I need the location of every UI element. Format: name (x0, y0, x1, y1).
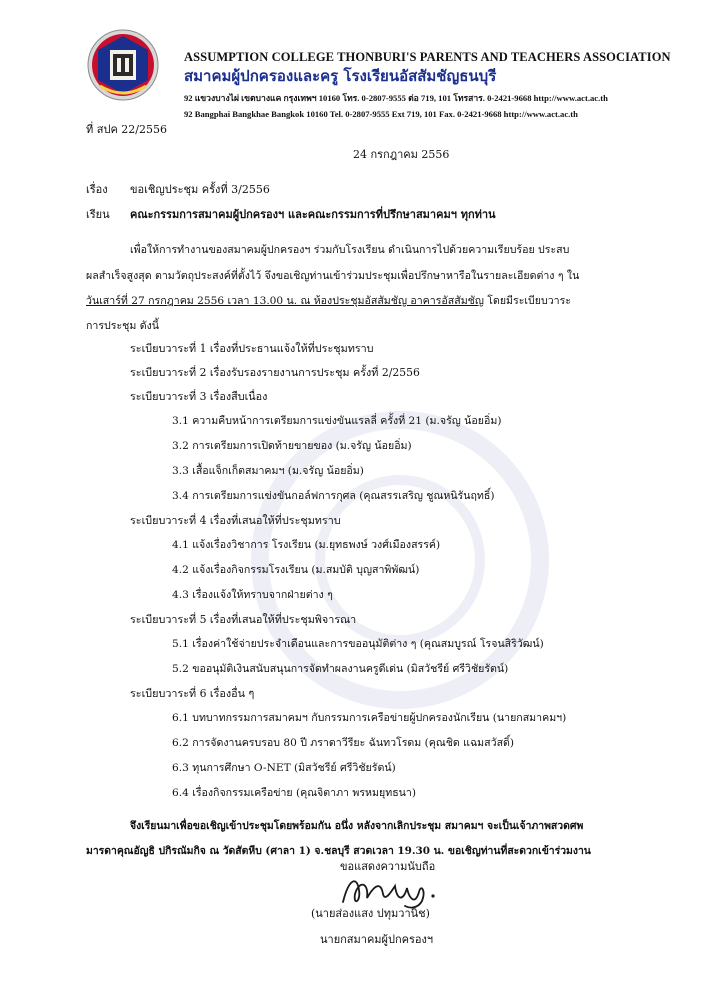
body-line-3 (86, 292, 571, 309)
agenda-item: 3.4 การเตรียมการแข่งขันกอล์ฟการกุศล (คุณสรรเสริญ ชูณหนิรันฤทธิ์) (172, 490, 495, 502)
agenda-item: 6.2 การจัดงานครบรอบ 80 ปี ภราดาวีรียะ ฉันทวโรดม (คุณชิด แฉมสวัสดิ์) (172, 737, 515, 749)
agenda-item: 3.1 ความคืบหน้าการเตรียมการแข่งขันแรลลี่ ครั้งที่ 21 (ม.จรัญ น้อยอิ่ม) (172, 415, 502, 427)
address-en: 92 Bangphai Bangkhae Bangkok 10160 Tel. 0-2807-9555 Ext 719, 101 Fax. 0-2421-9668 http://www.act.ac.th (184, 109, 578, 119)
body-line-1: เพื่อให้การทำงานของสมาคมผู้ปกครองฯ ร่วมกับโรงเรียน ดำเนินการไปด้วยความเรียบร้อย ประสบ (130, 244, 570, 256)
body-line-3-rest: โดยมีระเบียบวาระ (483, 295, 571, 307)
agenda-item: 4.2 แจ้งเรื่องกิจกรรมโรงเรียน (ม.สมบัติ บุญสาพิพัฒน์) (172, 564, 420, 576)
agenda-item: 5.1 เรื่องค่าใช้จ่ายประจำเดือนและการขออนุมัติต่าง ๆ (คุณสมบูรณ์ โรจนสิริวัฒน์) (172, 638, 544, 650)
to-label: เรียน (86, 208, 110, 221)
body-line-4: การประชุม ดังนี้ (86, 320, 159, 332)
agenda-item: 6.3 ทุนการศึกษา O-NET (มิสวัชรีย์ ศรีวิชัยรัตน์) (172, 762, 396, 774)
agenda-item: 6.1 บทบาทกรรมการสมาคมฯ กับกรรมการเครือข่ายผู้ปกครองนักเรียน (นายกสมาคมฯ) (172, 712, 567, 724)
closing-line-1: จึงเรียนมาเพื่อขอเชิญเข้าประชุมโดยพร้อมกัน อนึ่ง หลังจากเลิกประชุม สมาคมฯ จะเป็นเจ้าภาพสวดศพ (130, 820, 584, 832)
subject-text: ขอเชิญประชุม ครั้งที่ 3/2556 (130, 183, 270, 196)
agenda-item: 6.4 เรื่องกิจกรรมเครือข่าย (คุณจิตาภา พรหมยุทธนา) (172, 787, 416, 799)
association-logo (86, 28, 160, 102)
agenda-2: ระเบียบวาระที่ 2 เรื่องรับรองรายงานการประชุม ครั้งที่ 2/2556 (130, 366, 420, 379)
subject-label: เรื่อง (86, 183, 108, 196)
signer-position: นายกสมาคมผู้ปกครองฯ (320, 933, 434, 946)
agenda-item: 5.2 ขออนุมัติเงินสนับสนุนการจัดทำผลงานครูดีเด่น (มิสวัชรีย์ ศรีวิชัยรัตน์) (172, 663, 509, 675)
agenda-1: ระเบียบวาระที่ 1 เรื่องที่ประธานแจ้งให้ที่ประชุมทราบ (130, 342, 374, 355)
org-name-th: สมาคมผู้ปกครองและครู โรงเรียนอัสสัมชัญธนบุรี (184, 67, 497, 85)
to-text: คณะกรรมการสมาคมผู้ปกครองฯ และคณะกรรมการที่ปรึกษาสมาคมฯ ทุกท่าน (130, 208, 496, 221)
org-name-en: ASSUMPTION COLLEGE THONBURI'S PARENTS AND TEACHERS ASSOCIATION (184, 50, 671, 64)
agenda-4: ระเบียบวาระที่ 4 เรื่องที่เสนอให้ที่ประชุมทราบ (130, 514, 341, 527)
reference-number: ที่ สปค 22/2556 (86, 123, 167, 136)
meeting-datetime-place: วันเสาร์ที่ 27 กรกฎาคม 2556 เวลา 13.00 น. ณ ห้องประชุมอัสสัมชัญ อาคารอัสสัมชัญ (86, 295, 484, 307)
body-line-2: ผลสำเร็จสูงสุด ตามวัตถุประสงค์ที่ตั้งไว้ จึงขอเชิญท่านเข้าร่วมประชุมเพื่อปรึกษาหารือในรายละเอียดต่าง ๆ ใน (86, 270, 580, 282)
signer-name: (นายส่องแสง ปทุมวานิช) (311, 907, 430, 920)
agenda-3: ระเบียบวาระที่ 3 เรื่องสืบเนื่อง (130, 390, 268, 403)
letter-date: 24 กรกฎาคม 2556 (353, 148, 450, 161)
agenda-item: 4.1 แจ้งเรื่องวิชาการ โรงเรียน (ม.ยุทธพงษ์ วงศ์เมืองสรรค์) (172, 539, 441, 551)
agenda-5: ระเบียบวาระที่ 5 เรื่องที่เสนอให้ที่ประชุมพิจารณา (130, 613, 357, 626)
agenda-item: 4.3 เรื่องแจ้งให้ทราบจากฝ่ายต่าง ๆ (172, 589, 333, 601)
agenda-item: 3.2 การเตรียมการเปิดท้ายขายของ (ม.จรัญ น้อยอิ่ม) (172, 440, 412, 452)
agenda-item: 3.3 เสื้อแจ็กเก็ตสมาคมฯ (ม.จรัญ น้อยอิ่ม) (172, 465, 364, 477)
respect-phrase: ขอแสดงความนับถือ (340, 860, 436, 873)
address-th: 92 แขวงบางไผ่ เขตบางแค กรุงเทพฯ 10160 โทร. 0-2807-9555 ต่อ 719, 101 โทรสาร. 0-2421-9668 http://www.act.ac.th (184, 93, 608, 103)
closing-line-2: มารดาคุณอัญธิ ปกิรณัมกิจ ณ วัดสัตหีบ (ศาลา 1) จ.ชลบุรี สวดเวลา 19.30 น. ขอเชิญท่านที่สะดวกเข้าร่วมงาน (86, 845, 591, 857)
agenda-6: ระเบียบวาระที่ 6 เรื่องอื่น ๆ (130, 687, 255, 700)
